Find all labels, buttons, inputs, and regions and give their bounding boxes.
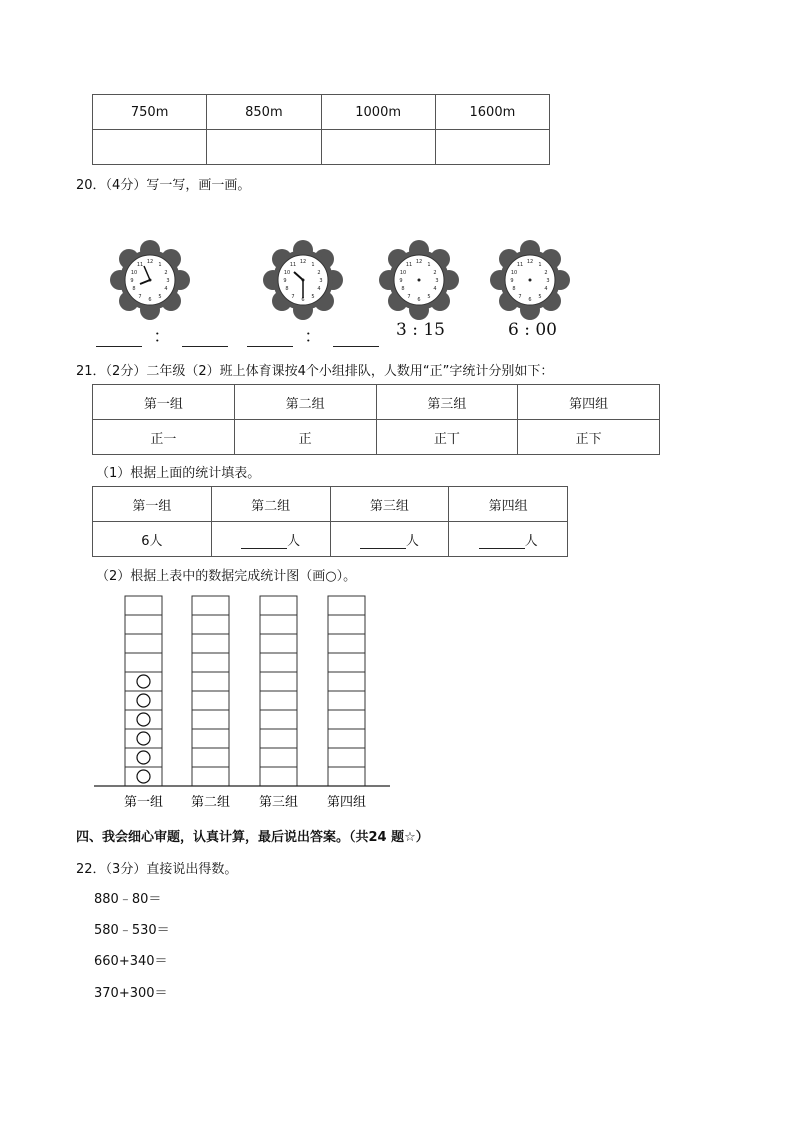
answer-cell[interactable] [207,130,321,165]
chart-cell [328,596,365,615]
chart-cell [125,634,162,653]
calc-item: 880﹣80＝ [94,892,162,907]
chart-cell [328,767,365,786]
chart-cell [192,615,229,634]
group-header: 第四组 [518,385,660,420]
chart-cell [328,748,365,767]
chart-cell [192,596,229,615]
clock-time-3: 3 : 15 [396,320,445,340]
chart-cell [192,634,229,653]
chart-cell [260,748,297,767]
chart-cell [260,596,297,615]
chart-category-label: 第三组 [258,795,299,810]
chart-cell [328,729,365,748]
group-header: 第一组 [93,487,212,522]
chart-cell [260,653,297,672]
chart-cell [192,710,229,729]
calc-item: 580﹣530＝ [94,923,170,938]
chart-cell [260,672,297,691]
chart-cell [260,634,297,653]
tally-cell: 正丅 [376,420,518,455]
count-fill-cell[interactable]: 人 [330,522,449,557]
group-header: 第一组 [93,385,235,420]
chart-cell [260,691,297,710]
chart-category-label: 第四组 [326,795,367,810]
tally-cell: 正下 [518,420,660,455]
chart-cell [192,767,229,786]
chart-cell [192,653,229,672]
count-fill-cell[interactable]: 人 [449,522,568,557]
q21-sub1: （1）根据上面的统计填表。 [96,466,261,481]
group-header: 第三组 [376,385,518,420]
clock-icon [379,240,459,320]
calc-item: 370+300＝ [94,986,168,1001]
chart-cell [192,729,229,748]
chart-category-label: 第二组 [190,795,231,810]
q21-sub2: （2）根据上表中的数据完成统计图（画○）。 [96,569,357,584]
count-cell: 6人 [93,522,212,557]
answer-cell[interactable] [321,130,435,165]
count-table [92,486,568,557]
group-header: 第四组 [449,487,568,522]
tally-cell: 正 [234,420,376,455]
q20-header: 20．（4分）写一写，画一画。 [76,178,251,193]
tally-table [92,384,660,455]
clock-icon [110,240,190,320]
q22-header: 22．（3分）直接说出得数。 [76,862,238,877]
blank-hour[interactable] [96,332,142,347]
chart-cell [192,748,229,767]
statistics-chart[interactable] [90,592,395,822]
chart-cell [260,729,297,748]
chart-cell [260,710,297,729]
chart-cell [125,596,162,615]
q21-header: 21．（2分）二年级（2）班上体育课按4个小组排队，人数用“正”字统计分别如下： [76,364,554,379]
chart-cell [328,672,365,691]
answer-cell[interactable] [435,130,549,165]
group-header: 第三组 [330,487,449,522]
chart-cell [328,710,365,729]
group-header: 第二组 [234,385,376,420]
blank-hour[interactable] [247,332,293,347]
clock-label-2: ： [247,322,379,347]
calc-item: 660+340＝ [94,954,168,969]
distance-cell: 850m [207,95,321,130]
section4-title: 四、我会细心审题，认真计算，最后说出答案。（共24 题☆） [76,830,429,845]
distance-table [92,94,550,165]
chart-cell [125,615,162,634]
clock-time-4: 6 : 00 [508,320,557,340]
group-header: 第二组 [211,487,330,522]
chart-cell [328,634,365,653]
chart-cell [328,653,365,672]
distance-cell: 750m [93,95,207,130]
chart-cell [125,653,162,672]
tally-cell: 正一 [93,420,235,455]
clock-icon [490,240,570,320]
chart-category-label: 第一组 [123,795,164,810]
clock-icon [263,240,343,320]
chart-cell [192,691,229,710]
blank-minute[interactable] [182,332,228,347]
chart-cell [260,615,297,634]
answer-cell[interactable] [93,130,207,165]
clocks-row: 12 12 345 678 91011 [90,236,580,346]
chart-cell [192,672,229,691]
chart-cell [328,691,365,710]
distance-cell: 1000m [321,95,435,130]
chart-cell [328,615,365,634]
chart-cell [260,767,297,786]
clock-label-1: ： [96,322,228,347]
blank-minute[interactable] [333,332,379,347]
distance-cell: 1600m [435,95,549,130]
count-fill-cell[interactable]: 人 [211,522,330,557]
